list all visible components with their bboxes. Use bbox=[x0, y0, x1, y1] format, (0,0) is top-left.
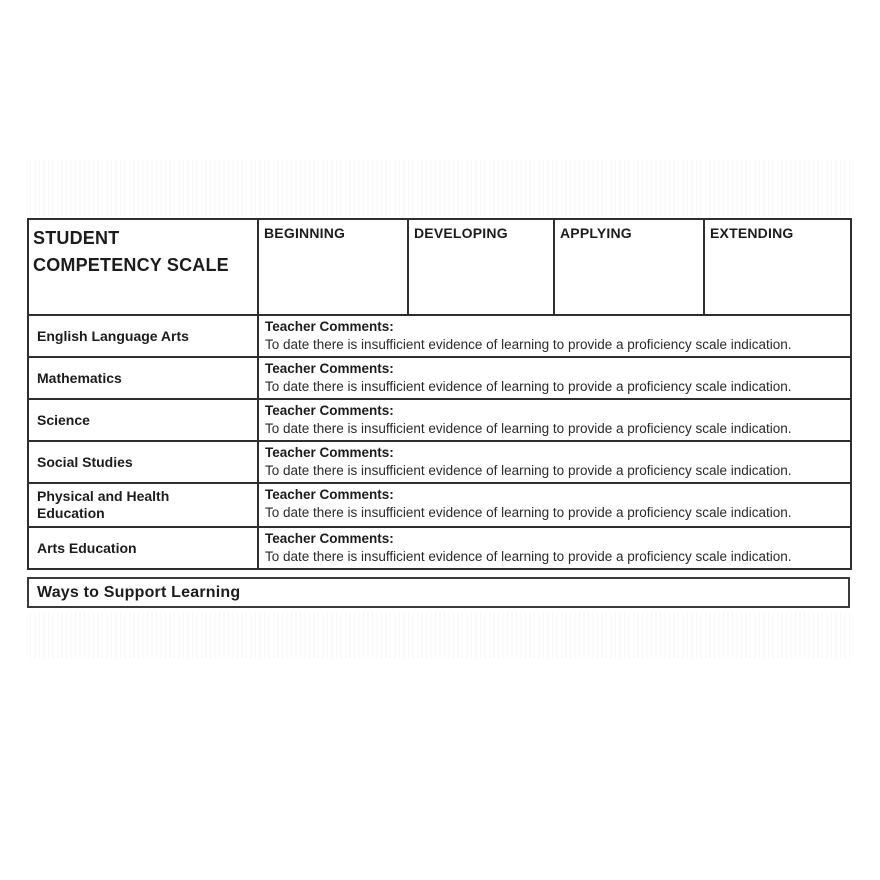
comments-cell bbox=[258, 315, 851, 357]
teacher-comments-label: Teacher Comments: bbox=[265, 445, 394, 460]
subject-label: Science bbox=[37, 411, 90, 428]
level-header-applying: APPLYING bbox=[554, 219, 704, 315]
subject-cell bbox=[28, 441, 258, 483]
teacher-comments-text: To date there is insufficient evidence of learning to provide a proficiency scale indication. bbox=[265, 549, 792, 564]
comments-cell bbox=[258, 483, 851, 527]
subject-cell bbox=[28, 315, 258, 357]
comments-cell bbox=[258, 441, 851, 483]
row-science bbox=[28, 399, 851, 441]
scan-artifact-bottom bbox=[30, 612, 852, 658]
teacher-comments-label: Teacher Comments: bbox=[265, 361, 394, 376]
student-competency-scale-table bbox=[27, 218, 852, 570]
teacher-comments-text: To date there is insufficient evidence of learning to provide a proficiency scale indication. bbox=[265, 337, 792, 352]
row-mathematics bbox=[28, 357, 851, 399]
subject-label: Social Studies bbox=[37, 453, 133, 470]
subject-cell bbox=[28, 399, 258, 441]
scan-artifact-top bbox=[30, 160, 852, 216]
teacher-comments-text: To date there is insufficient evidence of learning to provide a proficiency scale indication. bbox=[265, 505, 792, 520]
comments-cell bbox=[258, 357, 851, 399]
table-header-row bbox=[28, 219, 851, 315]
row-arts-education bbox=[28, 527, 851, 569]
subject-cell bbox=[28, 483, 258, 527]
subject-label: Arts Education bbox=[37, 539, 137, 556]
level-header-beginning: BEGINNING bbox=[258, 219, 408, 315]
row-social-studies bbox=[28, 441, 851, 483]
subject-label: Physical and Health Education bbox=[37, 488, 170, 521]
teacher-comments-text: To date there is insufficient evidence of learning to provide a proficiency scale indication. bbox=[265, 379, 792, 394]
level-header-extending: EXTENDING bbox=[704, 219, 851, 315]
table-title: STUDENT COMPETENCY SCALE bbox=[28, 219, 258, 315]
subject-label: English Language Arts bbox=[37, 327, 189, 344]
row-physical-and-health-education bbox=[28, 483, 851, 527]
teacher-comments-label: Teacher Comments: bbox=[265, 319, 394, 334]
teacher-comments-text: To date there is insufficient evidence of learning to provide a proficiency scale indication. bbox=[265, 463, 792, 478]
comments-cell bbox=[258, 399, 851, 441]
row-english-language-arts bbox=[28, 315, 851, 357]
teacher-comments-label: Teacher Comments: bbox=[265, 531, 394, 546]
comments-cell bbox=[258, 527, 851, 569]
subject-label: Mathematics bbox=[37, 369, 122, 386]
subject-cell bbox=[28, 357, 258, 399]
teacher-comments-label: Teacher Comments: bbox=[265, 403, 394, 418]
subject-cell bbox=[28, 527, 258, 569]
teacher-comments-text: To date there is insufficient evidence of learning to provide a proficiency scale indication. bbox=[265, 421, 792, 436]
level-header-developing: DEVELOPING bbox=[408, 219, 554, 315]
ways-to-support-learning-title: Ways to Support Learning bbox=[37, 583, 241, 601]
teacher-comments-label: Teacher Comments: bbox=[265, 487, 394, 502]
ways-to-support-learning-section bbox=[27, 577, 850, 608]
